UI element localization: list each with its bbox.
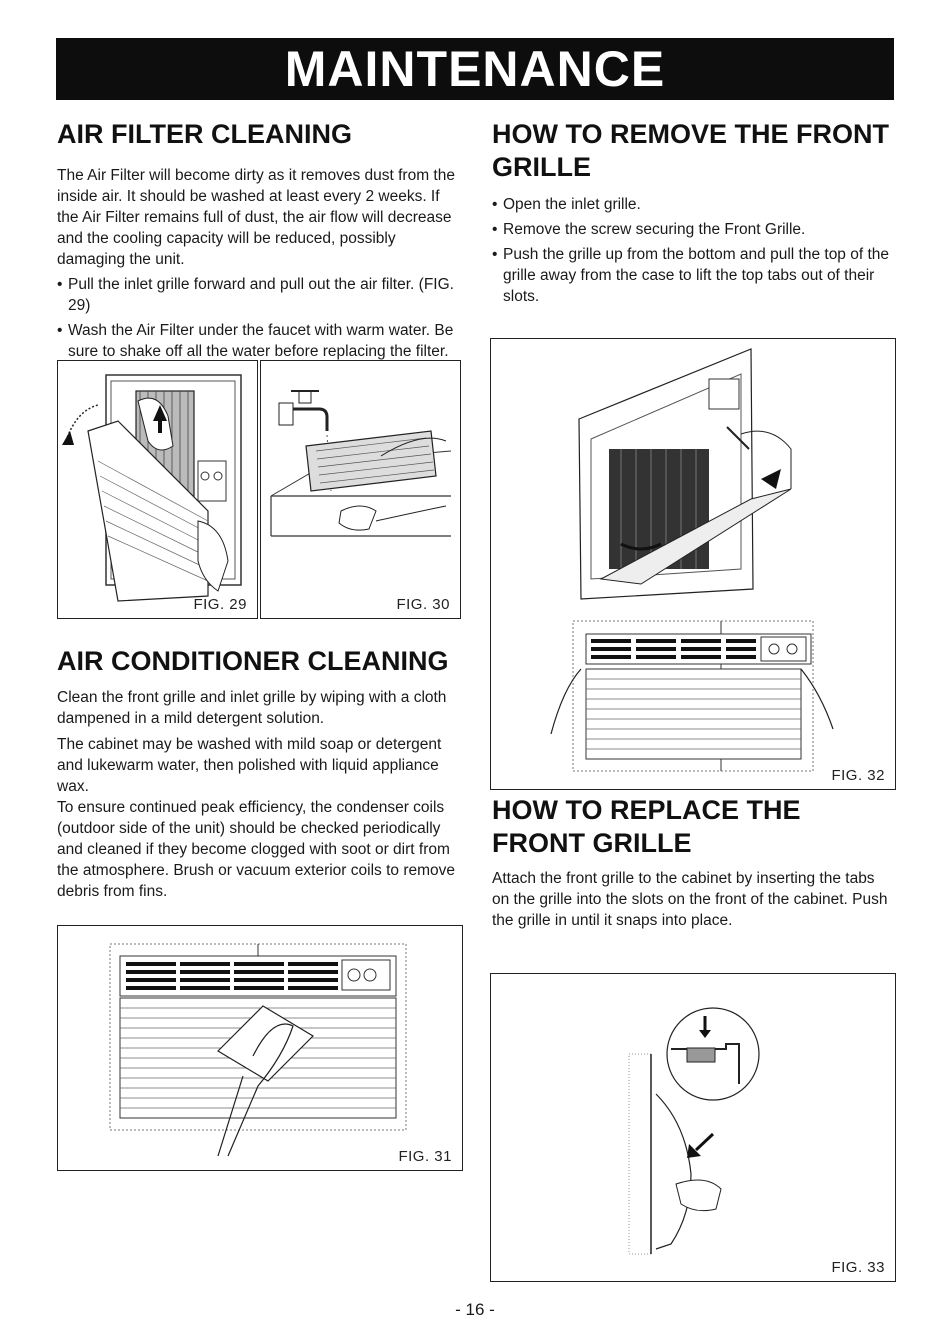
remove-grille-steps <box>492 194 896 307</box>
figure-32 <box>490 338 896 790</box>
fig30-label: FIG. 30 <box>396 596 450 613</box>
left-column <box>57 112 463 383</box>
remove-grille-heading: HOW TO REMOVE THE FRONT GRILLE <box>492 119 889 182</box>
replace-grille-section <box>492 794 896 931</box>
fig29-label: FIG. 29 <box>193 596 247 613</box>
list-item: • Open the inlet grille. <box>492 194 896 215</box>
fig32-label: FIG. 32 <box>831 767 885 784</box>
list-item: • Pull the inlet grille forward and pull out the air filter. (FIG. 29) <box>57 274 463 316</box>
figure-29 <box>57 360 258 619</box>
page-title-banner <box>56 38 894 100</box>
right-column <box>492 112 896 307</box>
ac-cleaning-para3: To ensure continued peak efficiency, the condenser coils (outdoor side of the unit) should be checked periodically and cleaned if they become clogged with soot or dirt from the atmosphere. Brush or vacuum exterior coils to remove debris from fins. <box>57 799 456 900</box>
figure-31 <box>57 925 463 1171</box>
ac-cleaning-section <box>57 645 463 902</box>
replace-grille-para: Attach the front grille to the cabinet by inserting the tabs on the grille into the slots on the front of the cabinet. Push the grille in until it snaps into place. <box>492 870 888 929</box>
air-filter-intro: The Air Filter will become dirty as it removes dust from the inside air. It should be washed at least every 2 weeks. If the Air Filter remains full of dust, the air flow will decrease and the cooling capacity will be reduced, possibly damaging the unit. <box>57 167 455 268</box>
fig33-illustration <box>491 974 895 1281</box>
faucet-icon <box>279 391 327 431</box>
fig31-illustration <box>58 926 462 1170</box>
page-title: MAINTENANCE <box>284 41 666 97</box>
fig32-illustration <box>491 339 895 789</box>
fig29-illustration <box>58 361 257 618</box>
ac-cleaning-heading: AIR CONDITIONER CLEANING <box>57 646 449 676</box>
list-item: • Wash the Air Filter under the faucet with warm water. Be sure to shake off all the water before replacing the filter. <box>57 320 463 383</box>
ac-cleaning-para2: The cabinet may be washed with mild soap or detergent and lukewarm water, then polished with liquid appliance wax. <box>57 736 442 795</box>
list-item: • Remove the screw securing the Front Grille. <box>492 219 896 240</box>
figure-30 <box>260 360 461 619</box>
replace-grille-heading: HOW TO REPLACE THE FRONT GRILLE <box>492 795 801 858</box>
fig30-illustration <box>261 361 460 618</box>
air-filter-heading: AIR FILTER CLEANING <box>57 119 352 149</box>
page-number: - 16 - <box>455 1300 495 1319</box>
list-item: • Push the grille up from the bottom and pull the top of the grille away from the case to lift the top tabs out of their slots. <box>492 244 896 307</box>
ac-cleaning-para1: Clean the front grille and inlet grille by wiping with a cloth dampened in a mild detergent solution. <box>57 689 447 727</box>
fig33-label: FIG. 33 <box>831 1259 885 1276</box>
figure-33 <box>490 973 896 1282</box>
fig31-label: FIG. 31 <box>398 1148 452 1165</box>
